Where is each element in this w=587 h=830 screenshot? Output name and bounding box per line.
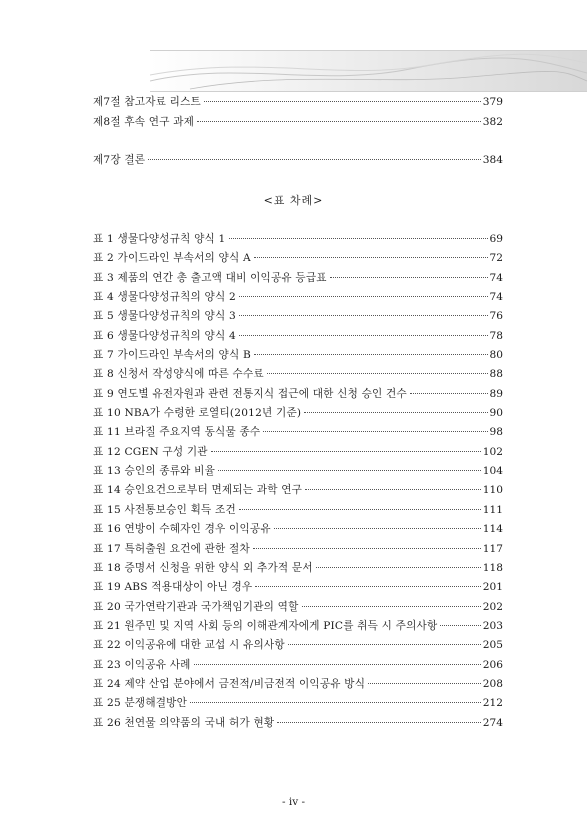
toc-label: 표 14 승인요건으로부터 면제되는 과학 연구: [93, 484, 303, 497]
dot-leader: [229, 238, 488, 239]
toc-label: 표 9 연도별 유전자원과 관련 전통지식 접근에 대한 신청 승인 건수: [93, 387, 407, 400]
toc-row-table-24[interactable]: [93, 676, 503, 695]
conclusion-section: [93, 152, 503, 172]
dot-leader: [302, 606, 481, 607]
toc-page: 203: [482, 619, 503, 632]
toc-row-table-17[interactable]: [93, 541, 503, 560]
toc-row-table-12[interactable]: [93, 444, 503, 463]
dot-leader: [267, 373, 488, 374]
chapter-section: [93, 94, 503, 134]
dot-leader: [190, 702, 481, 703]
toc-label: 제7절 참고자료 리스트: [93, 96, 201, 108]
dot-leader: [410, 393, 488, 394]
toc-row-table-19[interactable]: [93, 579, 503, 598]
toc-label: 표 1 생물다양성규칙 양식 1: [93, 233, 226, 245]
toc-page: 72: [489, 252, 503, 265]
toc-label: 표 19 ABS 적용대상이 아닌 경우: [93, 581, 253, 594]
toc-label: 제7장 결론: [93, 154, 146, 166]
toc-label: 표 25 분쟁해결방안: [93, 697, 188, 710]
toc-label: 표 16 연방이 수혜자인 경우 이익공유: [93, 523, 271, 536]
toc-label: 제8절 후속 연구 과제: [93, 116, 195, 128]
dot-leader: [368, 683, 481, 684]
toc-label: 표 22 이익공유에 대한 교섭 시 유의사항: [93, 639, 285, 652]
dot-leader: [211, 451, 481, 452]
toc-row-table-18[interactable]: [93, 560, 503, 579]
dot-leader: [204, 101, 481, 102]
toc-row-table-9[interactable]: [93, 386, 503, 405]
dot-leader: [254, 354, 488, 355]
toc-row-table-13[interactable]: [93, 463, 503, 482]
dot-leader: [254, 257, 488, 258]
toc-label: 표 3 제품의 연간 총 출고액 대비 이익공유 등급표: [93, 271, 327, 284]
table-of-tables: [93, 231, 503, 734]
toc-row-table-1[interactable]: [93, 231, 503, 250]
dot-leader: [239, 509, 481, 510]
dot-leader: [239, 296, 488, 297]
toc-label: 표 12 CGEN 구성 기관: [93, 445, 208, 458]
header-wave-graphic: [150, 51, 587, 91]
toc-label: 표 6 생물다양성규칙의 양식 4: [93, 329, 236, 342]
toc-page: 76: [489, 310, 503, 323]
toc-row-table-22[interactable]: [93, 637, 503, 656]
toc-row-table-10[interactable]: [93, 405, 503, 424]
toc-page: 206: [482, 658, 503, 671]
toc-row-section8[interactable]: [93, 114, 503, 134]
dot-leader: [440, 625, 480, 626]
toc-page: 118: [482, 561, 503, 574]
dot-leader: [274, 528, 481, 529]
dot-leader: [253, 548, 481, 549]
toc-label: 표 10 NBA가 수령한 로열티(2012년 기준): [93, 407, 302, 420]
dot-leader: [288, 644, 481, 645]
toc-row-table-21[interactable]: [93, 618, 503, 637]
toc-label: 표 8 신청서 작성양식에 따른 수수료: [93, 368, 264, 381]
toc-label: 표 26 천연물 의약품의 국내 허가 현황: [93, 716, 275, 729]
dot-leader: [304, 412, 487, 413]
dot-leader: [148, 159, 481, 160]
toc-label: 표 24 제약 산업 분야에서 금전적/비금전적 이익공유 방식: [93, 677, 366, 690]
toc-page: 114: [482, 523, 503, 536]
toc-page: 212: [482, 697, 503, 710]
dot-leader: [330, 277, 488, 278]
dot-leader: [316, 567, 481, 568]
toc-row-table-8[interactable]: [93, 366, 503, 385]
toc-label: 표 20 국가연락기관과 국가책임기관의 역할: [93, 600, 299, 613]
toc-label: 표 23 이익공유 사례: [93, 658, 191, 671]
toc-row-table-3[interactable]: [93, 270, 503, 289]
toc-page: 80: [489, 349, 503, 362]
toc-row-table-26[interactable]: [93, 715, 503, 734]
toc-page: 110: [482, 484, 503, 497]
toc-label: 표 17 특허출원 요건에 관한 절차: [93, 542, 250, 555]
toc-page: 102: [482, 445, 503, 458]
toc-row-table-6[interactable]: [93, 328, 503, 347]
toc-page: 90: [489, 407, 503, 420]
page-number: - iv -: [281, 796, 306, 808]
toc-label: 표 18 증명서 신청을 위한 양식 외 추가적 문서: [93, 561, 313, 574]
dot-leader: [239, 315, 488, 316]
toc-page: 208: [482, 677, 503, 690]
toc-row-table-11[interactable]: [93, 424, 503, 443]
toc-row-chapter7[interactable]: [93, 152, 503, 172]
toc-page: 104: [482, 465, 503, 478]
dot-leader: [194, 664, 481, 665]
toc-row-table-16[interactable]: [93, 521, 503, 540]
toc-row-table-2[interactable]: [93, 250, 503, 269]
toc-page: 74: [489, 291, 503, 304]
toc-page: 384: [482, 154, 503, 166]
toc-row-table-25[interactable]: [93, 695, 503, 714]
dot-leader: [277, 722, 480, 723]
toc-page: 379: [482, 96, 503, 108]
toc-row-section7[interactable]: [93, 94, 503, 114]
dot-leader: [255, 586, 480, 587]
dot-leader: [197, 121, 481, 122]
toc-label: 표 2 가이드라인 부속서의 양식 A: [93, 252, 251, 265]
toc-page: 98: [489, 426, 503, 439]
dot-leader: [218, 470, 481, 471]
toc-label: 표 5 생물다양성규칙의 양식 3: [93, 310, 236, 323]
toc-row-table-23[interactable]: [93, 657, 503, 676]
toc-page: 78: [489, 329, 503, 342]
toc-row-table-14[interactable]: [93, 482, 503, 501]
toc-page: 274: [482, 716, 503, 729]
toc-row-table-4[interactable]: [93, 289, 503, 308]
toc-label: 표 15 사전통보승인 획득 조건: [93, 503, 236, 516]
toc-page: 88: [489, 368, 503, 381]
toc-row-table-15[interactable]: [93, 502, 503, 521]
dot-leader: [263, 431, 487, 432]
toc-label: 표 21 원주민 및 지역 사회 등의 이해관계자에게 PIC를 취득 시 주의사항: [93, 619, 438, 632]
toc-page: 69: [489, 233, 503, 245]
toc-page: 202: [482, 600, 503, 613]
toc-label: 표 11 브라질 주요지역 동식물 종수: [93, 426, 261, 439]
toc-page: 111: [482, 503, 503, 516]
toc-page: 382: [482, 116, 503, 128]
toc-label: 표 4 생물다양성규칙의 양식 2: [93, 291, 236, 304]
dot-leader: [305, 489, 481, 490]
toc-row-table-7[interactable]: [93, 347, 503, 366]
toc-row-table-20[interactable]: [93, 599, 503, 618]
toc-label: 표 7 가이드라인 부속서의 양식 B: [93, 349, 251, 362]
dot-leader: [239, 335, 488, 336]
toc-page: 89: [489, 387, 503, 400]
toc-page: 74: [489, 271, 503, 284]
page-header-decoration: [150, 50, 587, 92]
table-list-heading: <표 차례>: [263, 194, 324, 207]
toc-label: 표 13 승인의 종류와 비율: [93, 465, 216, 478]
toc-page: 201: [482, 581, 503, 594]
toc-page: 205: [482, 639, 503, 652]
toc-page: 117: [482, 542, 503, 555]
toc-row-table-5[interactable]: [93, 308, 503, 327]
